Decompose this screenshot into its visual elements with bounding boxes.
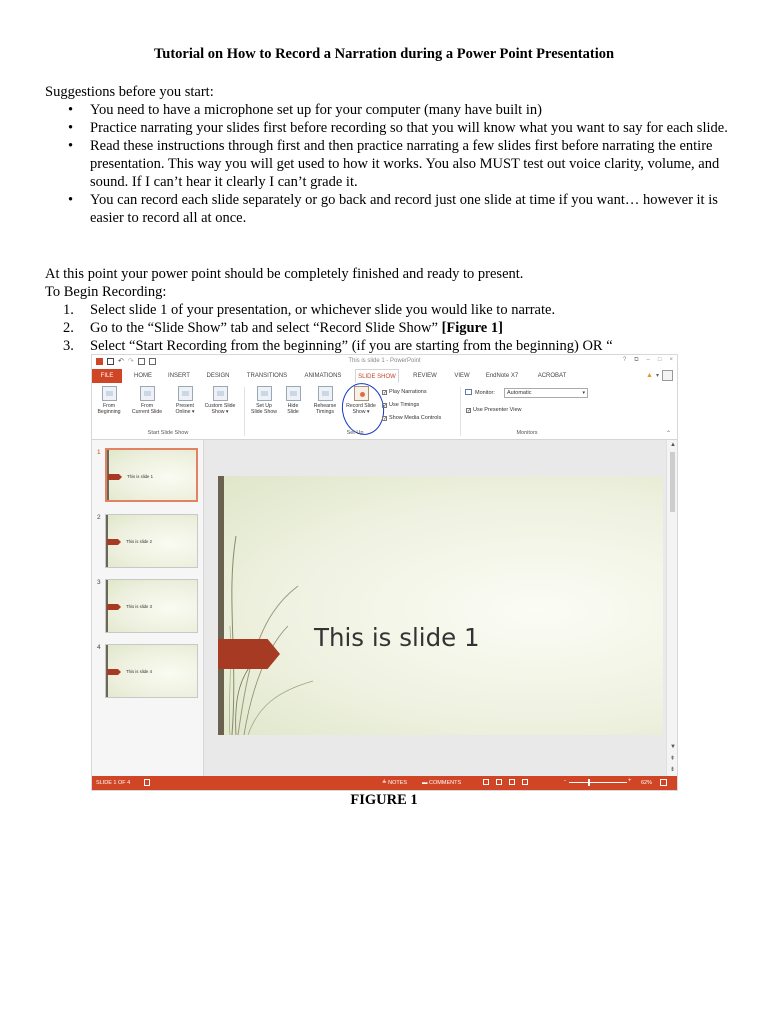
from-current-slide-button[interactable] (127, 386, 167, 415)
redo-icon[interactable]: ↷ (127, 358, 134, 365)
figure-reference: [Figure 1] (441, 320, 503, 336)
button-label: Timings (316, 409, 334, 416)
checkmark-icon: ✓ (467, 407, 472, 414)
avatar[interactable] (662, 370, 673, 381)
checkbox-label: Show Media Controls (389, 415, 442, 421)
close-icon[interactable]: × (669, 357, 673, 363)
rehearse-timings-button[interactable] (308, 386, 342, 415)
normal-view-icon[interactable] (483, 779, 489, 785)
step-number: 3. (63, 338, 74, 354)
step-number: 2. (63, 320, 74, 336)
slide-thumbnail-pane (92, 440, 204, 776)
tab-animations[interactable]: ANIMATIONS (304, 373, 342, 379)
button-label: Current Slide (131, 409, 163, 416)
comments-button[interactable]: ▬ COMMENTS (422, 780, 462, 786)
step-item (45, 319, 745, 337)
tab-home[interactable]: HOME (134, 373, 152, 379)
suggestion-item: • Practice narrating your slides first before recording so that you will know what you want to say for each slide. (45, 119, 735, 137)
notes-label: NOTES (388, 780, 408, 786)
thumbnail-arrow (108, 474, 122, 480)
button-label: Show ▾ (352, 409, 370, 416)
thumbnail-title: This is slide 2 (126, 539, 153, 544)
paragraph-ready: At this point your power point should be completely finished and ready to present. (45, 266, 524, 282)
step-text: Go to the “Slide Show” tab and select “Record Slide Show” (90, 320, 442, 336)
scroll-thumb[interactable] (670, 452, 675, 512)
slide-count: SLIDE 1 OF 4 (96, 780, 131, 786)
slide-thumbnail[interactable] (105, 579, 198, 633)
rehearse-icon (318, 386, 333, 401)
button-label: Show ▾ (211, 409, 229, 416)
tab-view[interactable]: VIEW (454, 373, 470, 379)
thumbnail-number: 2 (97, 514, 101, 521)
setup-icon (257, 386, 272, 401)
view-buttons (483, 779, 528, 785)
monitor-icon (465, 389, 472, 395)
custom-show-icon (213, 386, 228, 401)
zoom-in-icon[interactable]: + (628, 778, 632, 784)
intro-text: Suggestions before you start: (45, 84, 214, 100)
zoom-out-icon[interactable]: - (564, 778, 566, 784)
slideshow-view-icon[interactable] (522, 779, 528, 785)
next-slide-icon[interactable]: ⇟ (670, 767, 676, 773)
suggestion-item: • You need to have a microphone set up for your computer (many have built in) (45, 101, 735, 119)
scroll-up-icon[interactable]: ▲ (670, 442, 676, 448)
slideshow-start-icon (102, 386, 117, 401)
tab-endnote[interactable]: EndNote X7 (485, 373, 519, 379)
slideshow-current-icon (140, 386, 155, 401)
window-title: This is slide 1 - PowerPoint (348, 358, 421, 364)
figure-caption: FIGURE 1 (350, 792, 418, 808)
group-label-monitors: Monitors (516, 430, 538, 436)
step-item (45, 301, 745, 319)
maximize-icon[interactable]: □ (657, 357, 662, 363)
reading-view-icon[interactable] (509, 779, 515, 785)
tab-transitions[interactable]: TRANSITIONS (246, 373, 288, 379)
zoom-track (569, 782, 627, 783)
button-label: Set Up (256, 403, 272, 409)
minimize-icon[interactable]: – (646, 357, 650, 363)
use-timings-checkbox[interactable] (382, 402, 419, 408)
tab-slide-show[interactable]: SLIDE SHOW (355, 369, 399, 383)
tab-review[interactable]: REVIEW (413, 373, 437, 379)
tab-design[interactable]: DESIGN (206, 373, 230, 379)
thumbnail-arrow (107, 539, 121, 545)
button-label: From (140, 403, 154, 409)
fit-to-window-icon[interactable] (660, 779, 667, 786)
zoom-percent[interactable]: 62% (641, 780, 653, 786)
paragraph-begin: To Begin Recording: (45, 284, 167, 300)
thumbnail-number: 1 (97, 449, 101, 456)
thumbnail-number: 4 (97, 644, 101, 651)
zoom-knob[interactable] (588, 779, 590, 786)
button-label: Beginning (97, 409, 121, 416)
checkbox-label: Use Timings (389, 402, 420, 408)
vertical-scrollbar[interactable] (666, 440, 678, 776)
checkmark-icon: ✓ (383, 389, 388, 396)
button-label: Slide Show (251, 409, 277, 416)
checkbox-label: Play Narrations (389, 389, 427, 395)
grass-decoration (218, 476, 338, 735)
suggestion-list (45, 101, 735, 227)
step-item (45, 337, 745, 355)
user-area (646, 370, 673, 381)
warning-icon[interactable]: ▲ (646, 372, 653, 379)
current-slide[interactable] (218, 476, 663, 735)
step-text: Select slide 1 of your presentation, or whichever slide you would like to narrate. (90, 302, 556, 318)
previous-slide-icon[interactable]: ⇞ (670, 756, 676, 762)
monitor-label: Monitor: (475, 390, 495, 396)
set-up-slide-show-button[interactable] (247, 386, 281, 415)
group-label-start-slide-show: Start Slide Show (147, 430, 189, 436)
thumbnail-arrow (107, 604, 121, 610)
slide-thumbnail[interactable] (105, 448, 198, 502)
monitor-select[interactable]: Automatic ▾ (504, 388, 588, 398)
checkmark-icon: ✓ (383, 402, 388, 409)
notes-button[interactable]: ≜ NOTES (382, 780, 408, 786)
group-divider (244, 387, 245, 436)
button-label: Slide (287, 409, 299, 416)
slide-thumbnail[interactable] (105, 644, 198, 698)
step-text: Select “Start Recording from the beginning” (if you are starting from the beginning) OR “ (90, 338, 613, 354)
suggestion-item: • You can record each slide separately or go back and record just one slide at time if you want… however it is easier to record all at once. (45, 191, 735, 227)
group-divider (460, 387, 461, 436)
account-dropdown-icon[interactable]: ▾ (655, 373, 659, 379)
button-label: Rehearse (313, 403, 337, 409)
custom-slide-show-button[interactable] (200, 386, 240, 415)
present-online-icon (178, 386, 193, 401)
status-bar (92, 776, 677, 790)
group-label-set-up: Set Up (346, 430, 364, 436)
play-narrations-checkbox[interactable] (382, 389, 427, 395)
document-title: Tutorial on How to Record a Narration during a Power Point Presentation (153, 46, 615, 62)
use-presenter-view-checkbox[interactable] (466, 407, 522, 413)
button-label: Record Slide (346, 403, 376, 409)
thumbnail-title: This is slide 1 (127, 474, 154, 479)
button-label: Online ▾ (175, 409, 195, 416)
slide-thumbnail[interactable] (105, 514, 198, 568)
ribbon-tabs (92, 369, 677, 384)
step-number: 1. (63, 302, 74, 318)
checkmark-icon: ✓ (383, 415, 388, 422)
help-icon[interactable]: ? (622, 357, 627, 363)
thumbnail-arrow (107, 669, 121, 675)
slide-arrow-shape (218, 639, 280, 669)
thumbnail-title: This is slide 4 (126, 669, 153, 674)
button-label: Hide (287, 403, 299, 409)
tab-acrobat[interactable]: ACROBAT (537, 373, 567, 379)
ribbon-display-icon[interactable]: ⧉ (634, 357, 639, 363)
scroll-down-icon[interactable]: ▼ (670, 744, 676, 750)
title-bar (92, 355, 677, 369)
undo-icon[interactable]: ↶ (118, 358, 124, 365)
spellcheck-icon[interactable] (144, 779, 150, 786)
thumbnail-number: 3 (97, 579, 101, 586)
present-online-button[interactable] (171, 386, 199, 415)
button-label: Present (176, 403, 194, 409)
collapse-ribbon-icon[interactable]: ⌃ (665, 431, 671, 437)
show-media-controls-checkbox[interactable] (382, 415, 441, 421)
suggestion-item: • Read these instructions through first and then practice narrating a few slides first before narrating the entire presentation. This way you will get used to how it works. You also MUST test out voice clarity, volume, and sound. If I can’t hear it clearly I can’t grade it. (45, 137, 735, 191)
hide-slide-button[interactable] (282, 386, 304, 415)
powerpoint-window (91, 354, 678, 791)
button-label: From (102, 403, 116, 409)
tab-insert[interactable]: INSERT (168, 373, 190, 379)
step-list (45, 301, 745, 355)
tab-file[interactable]: FILE (92, 369, 122, 383)
zoom-slider[interactable] (564, 779, 634, 786)
window-controls (623, 357, 673, 364)
hide-slide-icon (286, 386, 301, 401)
checkbox-label: Use Presenter View (473, 407, 522, 413)
slide-editing-area (204, 440, 666, 776)
slide-sorter-icon[interactable] (496, 779, 502, 785)
comments-label: COMMENTS (429, 780, 462, 786)
from-beginning-button[interactable] (93, 386, 125, 415)
ribbon-slide-show (92, 383, 677, 440)
thumbnail-title: This is slide 3 (126, 604, 153, 609)
slide-title-text[interactable]: This is slide 1 (314, 623, 480, 652)
button-label: Custom Slide (204, 403, 236, 409)
